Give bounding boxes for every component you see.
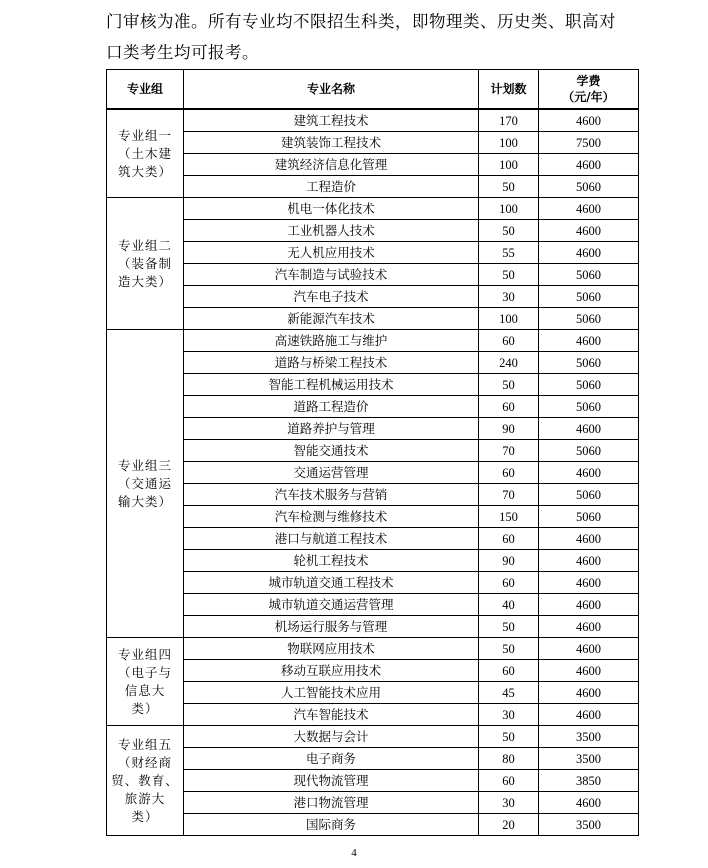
major-cell: 汽车电子技术 [184, 286, 479, 308]
tuition-cell: 5060 [539, 308, 639, 330]
tuition-cell: 5060 [539, 396, 639, 418]
table-row [107, 814, 639, 836]
group-label-line: 筑大类） [117, 163, 172, 179]
major-cell: 建筑装饰工程技术 [184, 132, 479, 154]
group-label-line: （土木建 [117, 145, 172, 161]
group-label-line: 专业组二 [117, 237, 172, 253]
plan-count-cell: 30 [479, 792, 539, 814]
major-cell: 道路养护与管理 [184, 418, 479, 440]
major-cell: 机场运行服务与管理 [184, 616, 479, 638]
major-cell: 现代物流管理 [184, 770, 479, 792]
table-row [107, 242, 639, 264]
major-cell: 城市轨道交通运营管理 [184, 594, 479, 616]
group-label-line: 旅游大 [124, 790, 166, 806]
major-cell: 道路与桥梁工程技术 [184, 352, 479, 374]
group-label-line: （电子与 [117, 664, 172, 680]
table-row [107, 572, 639, 594]
major-cell: 物联网应用技术 [184, 638, 479, 660]
table-row [107, 770, 639, 792]
major-cell: 智能交通技术 [184, 440, 479, 462]
major-cell: 交通运营管理 [184, 462, 479, 484]
group-label-line: （交通运 [117, 475, 172, 491]
tuition-cell: 4600 [539, 550, 639, 572]
tuition-cell: 5060 [539, 440, 639, 462]
table-row [107, 462, 639, 484]
plan-count-cell: 70 [479, 440, 539, 462]
major-cell: 汽车智能技术 [184, 704, 479, 726]
group-label-line: 专业组三 [117, 457, 172, 473]
major-cell: 汽车制造与试验技术 [184, 264, 479, 286]
header-plan: 计划数 [479, 70, 539, 110]
table-row [107, 330, 639, 352]
tuition-cell: 3500 [539, 726, 639, 748]
table-row [107, 308, 639, 330]
group-label-line: （财经商 [117, 754, 172, 770]
page-number: 4 [351, 847, 357, 859]
major-cell: 建筑工程技术 [184, 109, 479, 132]
table-row [107, 792, 639, 814]
group-cell [107, 109, 184, 198]
plan-count-cell: 90 [479, 550, 539, 572]
major-cell: 工业机器人技术 [184, 220, 479, 242]
tuition-cell: 4600 [539, 109, 639, 132]
plan-count-cell: 100 [479, 154, 539, 176]
tuition-cell: 4600 [539, 792, 639, 814]
major-cell: 电子商务 [184, 748, 479, 770]
major-cell: 国际商务 [184, 814, 479, 836]
major-cell: 大数据与会计 [184, 726, 479, 748]
major-cell: 城市轨道交通工程技术 [184, 572, 479, 594]
tuition-cell: 5060 [539, 484, 639, 506]
plan-count-cell: 170 [479, 109, 539, 132]
table-row [107, 638, 639, 660]
tuition-cell: 3500 [539, 814, 639, 836]
major-cell: 港口与航道工程技术 [184, 528, 479, 550]
major-cell: 新能源汽车技术 [184, 308, 479, 330]
major-cell: 港口物流管理 [184, 792, 479, 814]
tuition-cell: 4600 [539, 462, 639, 484]
major-cell: 轮机工程技术 [184, 550, 479, 572]
group-label-line: 造大类） [117, 273, 172, 289]
plan-count-cell: 150 [479, 506, 539, 528]
group-label-line: 信息大 [124, 682, 166, 698]
plan-count-cell: 45 [479, 682, 539, 704]
plan-count-cell: 60 [479, 660, 539, 682]
plan-count-cell: 100 [479, 132, 539, 154]
group-label-line: 输大类） [117, 493, 172, 509]
major-cell: 工程造价 [184, 176, 479, 198]
tuition-cell: 5060 [539, 286, 639, 308]
table-row [107, 109, 639, 132]
plan-count-cell: 50 [479, 264, 539, 286]
tuition-cell: 3850 [539, 770, 639, 792]
table-row [107, 286, 639, 308]
table-row [107, 132, 639, 154]
table-row [107, 154, 639, 176]
plan-count-cell: 55 [479, 242, 539, 264]
major-cell: 道路工程造价 [184, 396, 479, 418]
tuition-cell: 5060 [539, 176, 639, 198]
tuition-cell: 4600 [539, 616, 639, 638]
plan-count-cell: 50 [479, 220, 539, 242]
table-header [107, 70, 639, 110]
major-cell: 智能工程机械运用技术 [184, 374, 479, 396]
major-cell: 移动互联应用技术 [184, 660, 479, 682]
plan-count-cell: 50 [479, 638, 539, 660]
group-cell [107, 726, 184, 836]
group-label-line: 专业组五 [117, 736, 172, 752]
header-group: 专业组 [107, 70, 184, 110]
plan-count-cell: 60 [479, 396, 539, 418]
table-row [107, 748, 639, 770]
header-major: 专业名称 [184, 70, 479, 110]
group-cell [107, 198, 184, 330]
header-row [107, 70, 639, 110]
table-row [107, 396, 639, 418]
plan-count-cell: 30 [479, 704, 539, 726]
tuition-cell: 4600 [539, 198, 639, 220]
group-label-line: 类） [131, 700, 159, 716]
group-label-line: 类） [131, 808, 159, 824]
major-cell: 机电一体化技术 [184, 198, 479, 220]
table-row [107, 440, 639, 462]
tuition-cell: 4600 [539, 594, 639, 616]
plan-count-cell: 20 [479, 814, 539, 836]
header-fee [539, 70, 639, 110]
table-row [107, 682, 639, 704]
plan-count-cell: 30 [479, 286, 539, 308]
tuition-cell: 4600 [539, 572, 639, 594]
major-cell: 汽车检测与维修技术 [184, 506, 479, 528]
plan-count-cell: 60 [479, 462, 539, 484]
table-row [107, 264, 639, 286]
group-cell [107, 330, 184, 638]
group-label-line: 专业组一 [117, 127, 172, 143]
tuition-cell: 4600 [539, 242, 639, 264]
enrollment-plan-table [106, 69, 639, 836]
table-row [107, 616, 639, 638]
group-cell [107, 638, 184, 726]
table-row [107, 418, 639, 440]
group-label-line: 贸、教育、 [111, 772, 179, 788]
group-label-line: 专业组四 [117, 646, 172, 662]
table-row [107, 374, 639, 396]
intro-line-2: 口类考生均可报考。 [106, 43, 259, 62]
major-cell: 汽车技术服务与营销 [184, 484, 479, 506]
table-row [107, 528, 639, 550]
tuition-cell: 7500 [539, 132, 639, 154]
tuition-cell: 4600 [539, 682, 639, 704]
group-label-line: （装备制 [117, 255, 172, 271]
tuition-cell: 5060 [539, 264, 639, 286]
table-row [107, 352, 639, 374]
tuition-cell: 3500 [539, 748, 639, 770]
table-row [107, 176, 639, 198]
plan-count-cell: 240 [479, 352, 539, 374]
table-row [107, 594, 639, 616]
tuition-cell: 4600 [539, 528, 639, 550]
table-row [107, 506, 639, 528]
header-fee-line-2: （元/年） [562, 90, 615, 104]
tuition-cell: 4600 [539, 418, 639, 440]
tuition-cell: 4600 [539, 704, 639, 726]
plan-count-cell: 80 [479, 748, 539, 770]
plan-count-cell: 50 [479, 374, 539, 396]
tuition-cell: 5060 [539, 374, 639, 396]
plan-count-cell: 100 [479, 308, 539, 330]
major-cell: 建筑经济信息化管理 [184, 154, 479, 176]
intro-line-1: 门审核为准。所有专业均不限招生科类，即物理类、历史类、职高对 [106, 12, 616, 31]
table-row [107, 726, 639, 748]
plan-count-cell: 50 [479, 726, 539, 748]
tuition-cell: 4600 [539, 660, 639, 682]
major-cell: 人工智能技术应用 [184, 682, 479, 704]
tuition-cell: 4600 [539, 220, 639, 242]
table-row [107, 704, 639, 726]
plan-count-cell: 40 [479, 594, 539, 616]
plan-count-cell: 50 [479, 616, 539, 638]
tuition-cell: 4600 [539, 330, 639, 352]
table-row [107, 484, 639, 506]
plan-count-cell: 60 [479, 770, 539, 792]
plan-count-cell: 60 [479, 330, 539, 352]
table-row [107, 198, 639, 220]
tuition-cell: 5060 [539, 352, 639, 374]
plan-count-cell: 90 [479, 418, 539, 440]
tuition-cell: 4600 [539, 154, 639, 176]
table-row [107, 550, 639, 572]
table-body [107, 109, 639, 836]
table-row [107, 220, 639, 242]
plan-count-cell: 50 [479, 176, 539, 198]
plan-count-cell: 60 [479, 528, 539, 550]
intro-paragraph [106, 6, 646, 68]
table-row [107, 660, 639, 682]
major-cell: 高速铁路施工与维护 [184, 330, 479, 352]
plan-count-cell: 100 [479, 198, 539, 220]
plan-count-cell: 70 [479, 484, 539, 506]
header-fee-line-1: 学费 [576, 74, 601, 88]
plan-count-cell: 60 [479, 572, 539, 594]
tuition-cell: 5060 [539, 506, 639, 528]
tuition-cell: 4600 [539, 638, 639, 660]
major-cell: 无人机应用技术 [184, 242, 479, 264]
